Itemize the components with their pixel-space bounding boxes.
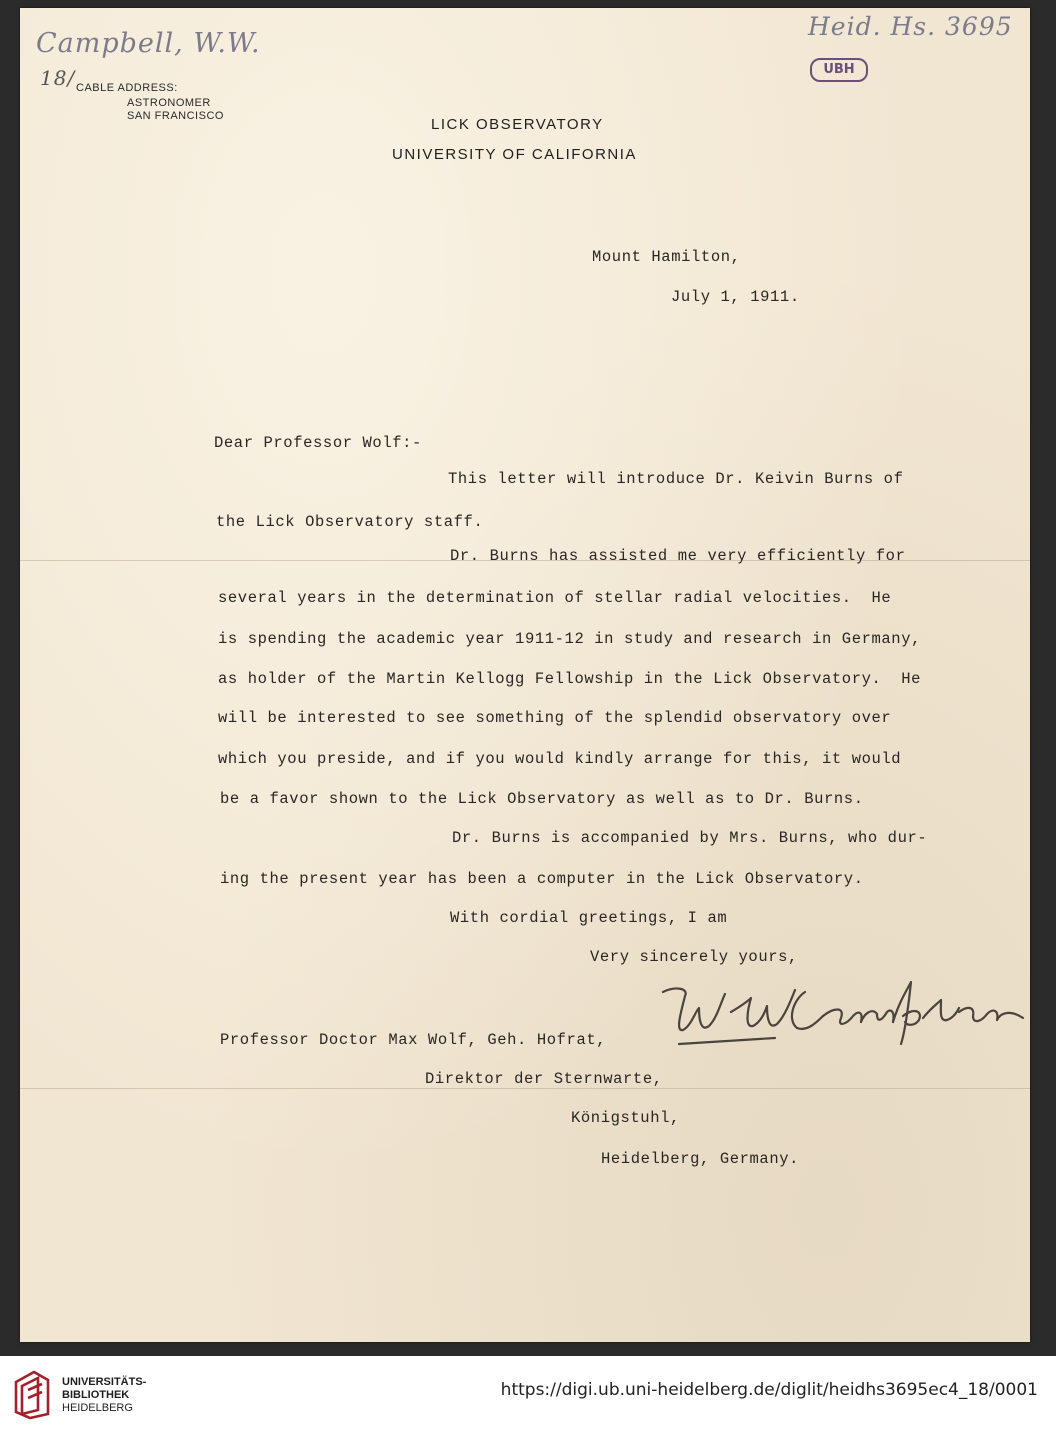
body-line: This letter will introduce Dr. Keivin Burns of: [448, 470, 904, 488]
handwritten-folio-number: 18/: [40, 66, 76, 90]
handwritten-signature: [655, 972, 1030, 1052]
library-stamp: UBH: [810, 58, 868, 82]
dateline-date: July 1, 1911.: [671, 288, 800, 306]
body-line: will be interested to see something of the splendid observatory over: [218, 709, 892, 727]
letterhead-university: UNIVERSITY OF CALIFORNIA: [392, 146, 637, 163]
body-line: Dr. Burns has assisted me very efficiently for: [450, 547, 906, 565]
body-line: With cordial greetings, I am: [450, 909, 728, 927]
cable-address-line: SAN FRANCISCO: [127, 110, 224, 122]
letterhead-institution: LICK OBSERVATORY: [431, 116, 604, 133]
dateline-place: Mount Hamilton,: [592, 248, 741, 266]
addressee-line: Direktor der Sternwarte,: [425, 1070, 663, 1088]
closing: Very sincerely yours,: [590, 948, 798, 966]
body-line: be a favor shown to the Lick Observatory as well as to Dr. Burns.: [220, 790, 864, 808]
body-line: ing the present year has been a computer in the Lick Observatory.: [220, 870, 864, 888]
body-line: is spending the academic year 1911-12 in study and research in Germany,: [218, 630, 922, 648]
body-line: Dr. Burns is accompanied by Mrs. Burns, who dur-: [452, 829, 928, 847]
handwritten-author-name: Campbell, W.W.: [36, 28, 261, 59]
handwritten-shelfmark: Heid. Hs. 3695: [808, 12, 1013, 41]
body-line: several years in the determination of stellar radial velocities. He: [218, 589, 892, 607]
paper-fold-line: [20, 1088, 1030, 1089]
salutation: Dear Professor Wolf:-: [214, 434, 422, 452]
body-line: the Lick Observatory staff.: [216, 513, 484, 531]
body-line: as holder of the Martin Kellogg Fellowship in the Lick Observatory. He: [218, 670, 922, 688]
library-name-line: UNIVERSITÄTS-: [62, 1376, 147, 1388]
university-library-logo-icon: [12, 1368, 52, 1420]
library-name-line: HEIDELBERG: [62, 1402, 133, 1414]
body-line: which you preside, and if you would kindly arrange for this, it would: [218, 750, 902, 768]
library-name-line: BIBLIOTHEK: [62, 1389, 130, 1401]
footer-bar: [0, 1356, 1056, 1432]
addressee-line: Königstuhl,: [571, 1109, 680, 1127]
permalink-url[interactable]: https://digi.ub.uni-heidelberg.de/diglit/heidhs3695ec4_18/0001: [500, 1380, 1038, 1400]
cable-address-line: ASTRONOMER: [127, 97, 211, 109]
addressee-line: Heidelberg, Germany.: [601, 1150, 800, 1168]
addressee-line: Professor Doctor Max Wolf, Geh. Hofrat,: [220, 1031, 607, 1049]
cable-address-label: CABLE ADDRESS:: [76, 82, 178, 94]
